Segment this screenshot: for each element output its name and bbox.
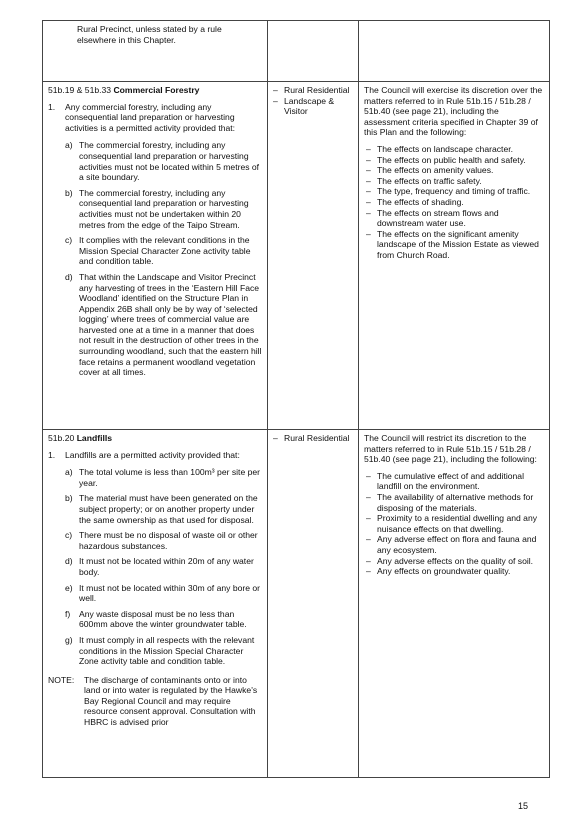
condition-item — [65, 467, 263, 488]
dash-bullet: – — [366, 196, 371, 207]
condition-letter: d) — [65, 271, 73, 282]
condition-text: The total volume is less than 100m³ per site per year. — [79, 467, 261, 488]
criteria-text: Any effects on groundwater quality. — [377, 566, 511, 577]
dash-bullet: – — [273, 95, 278, 106]
condition-item — [65, 272, 263, 378]
zone-item — [273, 433, 354, 444]
condition-letter: d) — [65, 556, 73, 567]
condition-text: The commercial forestry, including any consequential land preparation or harvesting activities must not be located within 5 metres of a site boundary. — [79, 140, 260, 183]
criteria-text: The availability of alternative methods for disposing of the materials. — [377, 491, 534, 513]
rule-description — [43, 82, 267, 385]
condition-text: It complies with the relevant conditions in the Mission Special Character Zone activity table and condition table. — [79, 235, 251, 267]
condition-letter: c) — [65, 235, 73, 246]
condition-text: It must comply in all respects with the relevant conditions in the Mission Special Character Zone activity table and condition table. — [79, 634, 255, 667]
continuation-cell — [43, 21, 268, 82]
dash-bullet: – — [366, 186, 371, 197]
dash-bullet: – — [366, 175, 371, 186]
dash-bullet: – — [273, 85, 278, 95]
criteria-item — [364, 492, 545, 513]
rule-description-cell — [43, 82, 268, 430]
criteria-item — [364, 566, 545, 577]
criteria-text: Any adverse effects on the quality of soil. — [377, 555, 534, 566]
page-number: 15 — [518, 801, 529, 811]
rule-title: Landfills — [76, 433, 113, 443]
criteria-text: The effects on landscape character. — [377, 143, 513, 154]
criteria-item — [364, 208, 545, 229]
zone-cell — [268, 430, 359, 778]
dash-bullet: – — [366, 207, 371, 218]
criteria-text: The effects on the significant amenity landscape of the Mission Estate as viewed from Church Road. — [377, 228, 539, 260]
condition-item — [65, 583, 263, 604]
rule-lead-number: 1. — [48, 101, 56, 112]
zone-list — [268, 82, 358, 119]
condition-item — [65, 556, 263, 577]
rule-lead — [48, 102, 263, 134]
condition-item — [65, 609, 263, 630]
criteria-text: The effects on traffic safety. — [377, 175, 482, 186]
rule-title: Commercial Forestry — [113, 85, 200, 95]
criteria-text: Any adverse effect on flora and fauna and any ecosystem. — [377, 534, 537, 555]
zone-list — [268, 430, 358, 446]
criteria-intro: The Council will restrict its discretion to the matters referred to in Rule 51b.15 / 51b.28 / 51b.40 (see page 21), including the following: — [364, 433, 537, 465]
criteria-item — [364, 556, 545, 567]
rule-heading — [48, 433, 263, 444]
zone-item — [273, 85, 354, 96]
condition-item — [65, 493, 263, 525]
criteria-text: The effects on amenity values. — [377, 165, 494, 176]
condition-text: That within the Landscape and Visitor Precinct any harvesting of trees in the ‘Eastern Hill Face Woodland’ identified on the Structure Plan in Appendix 26B shall only be by way of ‘selected logging’ where trees of commercial value are harvested one at a time in a manner that does not result in the destruction of other trees in the surrounding woodland, such that the eastern hill face retains a permanent woodland vegetation cover at all times. — [79, 271, 262, 378]
condition-item — [65, 530, 263, 551]
condition-letter: b) — [65, 187, 73, 198]
condition-item — [65, 140, 263, 182]
condition-letter: e) — [65, 582, 73, 593]
condition-item — [65, 635, 263, 667]
rule-lead-text: Landfills are a permitted activity provided that: — [65, 449, 240, 460]
dash-bullet: – — [366, 491, 371, 502]
criteria-item — [364, 176, 545, 187]
condition-letter: f) — [65, 608, 71, 619]
rule-lead — [48, 450, 263, 461]
dash-bullet: – — [366, 165, 371, 176]
dash-bullet: – — [366, 555, 371, 566]
condition-text: The commercial forestry, including any consequential land preparation or harvesting activities must not be undertaken within 20 metres from the edge of the Taipo Stream. — [79, 187, 249, 230]
rule-description-cell — [43, 430, 268, 778]
condition-letter: b) — [65, 493, 73, 504]
condition-item — [65, 188, 263, 230]
condition-letter: g) — [65, 634, 73, 645]
criteria-item — [364, 229, 545, 261]
rule-lead-text: Any commercial forestry, including any consequential land preparation or harvesting activities is a permitted activity provided that: — [65, 101, 236, 133]
condition-text: It must not be located within 20m of any water body. — [79, 556, 254, 577]
condition-letter: a) — [65, 140, 73, 151]
dash-bullet: – — [273, 433, 278, 443]
criteria-item — [364, 197, 545, 208]
criteria-item — [364, 144, 545, 155]
criteria-text: The effects on stream flows and downstream water use. — [377, 207, 499, 229]
rule-note — [48, 675, 263, 728]
condition-letter: a) — [65, 467, 73, 478]
rule-row-forestry — [43, 82, 550, 430]
dash-bullet: – — [366, 470, 371, 481]
zone-name: Rural Residential — [284, 433, 350, 443]
criteria-text: The effects on public health and safety. — [377, 154, 526, 165]
continuation-row — [43, 21, 550, 82]
condition-letter: c) — [65, 530, 73, 541]
note-text: The discharge of contaminants onto or into land or into water is regulated by the Hawke's Bay Regional Council and may require resource consent approval. Consultation with HBRC is advised prior — [84, 674, 258, 728]
criteria-item — [364, 471, 545, 492]
zone-cell — [268, 82, 359, 430]
dash-bullet: – — [366, 566, 371, 577]
zone-name: Landscape & Visitor — [284, 95, 335, 117]
dash-bullet: – — [366, 228, 371, 239]
rule-row-landfills — [43, 430, 550, 778]
dash-bullet: – — [366, 143, 371, 154]
zone-item — [273, 96, 354, 117]
condition-text: It must not be located within 30m of any bore or well. — [79, 582, 261, 604]
condition-text: There must be no disposal of waste oil or other hazardous substances. — [79, 530, 258, 551]
criteria-item — [364, 513, 545, 534]
rule-ref: 51b.20 — [48, 433, 75, 443]
criteria-text: The cumulative effect of and additional landfill on the environment. — [377, 470, 524, 492]
rule-ref: 51b.19 & 51b.33 — [48, 85, 112, 95]
criteria-cell — [359, 430, 550, 778]
criteria-item — [364, 534, 545, 555]
dash-bullet: – — [366, 154, 371, 165]
rule-description — [43, 430, 267, 730]
criteria-item — [364, 165, 545, 176]
condition-item — [65, 235, 263, 267]
condition-text: The material must have been generated on the subject property; or on another property under the same ownership as that used for disposal. — [79, 493, 258, 525]
criteria-text: The type, frequency and timing of traffic. — [377, 186, 531, 197]
criteria-item — [364, 155, 545, 166]
note-label: NOTE: — [48, 674, 75, 685]
criteria — [359, 430, 549, 579]
criteria-text: Proximity to a residential dwelling and any nuisance effects on that dwelling. — [377, 513, 538, 534]
rule-heading — [48, 85, 263, 96]
criteria-cell — [359, 82, 550, 430]
criteria-intro: The Council will exercise its discretion over the matters referred to in Rule 51b.15 / 51b.28 / 51b.40 (see page 21), including the assessment criteria specified in Chapter 39 of this Plan and the following: — [364, 85, 543, 138]
continuation-text: Rural Precinct, unless stated by a rule elsewhere in this Chapter. — [77, 24, 222, 45]
empty-zone-cell — [268, 21, 359, 82]
dash-bullet: – — [366, 513, 371, 524]
rules-table — [42, 20, 550, 778]
condition-text: Any waste disposal must be no less than 600mm above the winter groundwater table. — [79, 608, 247, 630]
zone-name: Rural Residential — [284, 85, 350, 95]
rule-lead-number: 1. — [48, 449, 56, 460]
criteria-text: The effects of shading. — [377, 196, 464, 207]
criteria-item — [364, 186, 545, 197]
dash-bullet: – — [366, 534, 371, 545]
empty-criteria-cell — [359, 21, 550, 82]
criteria — [359, 82, 549, 263]
